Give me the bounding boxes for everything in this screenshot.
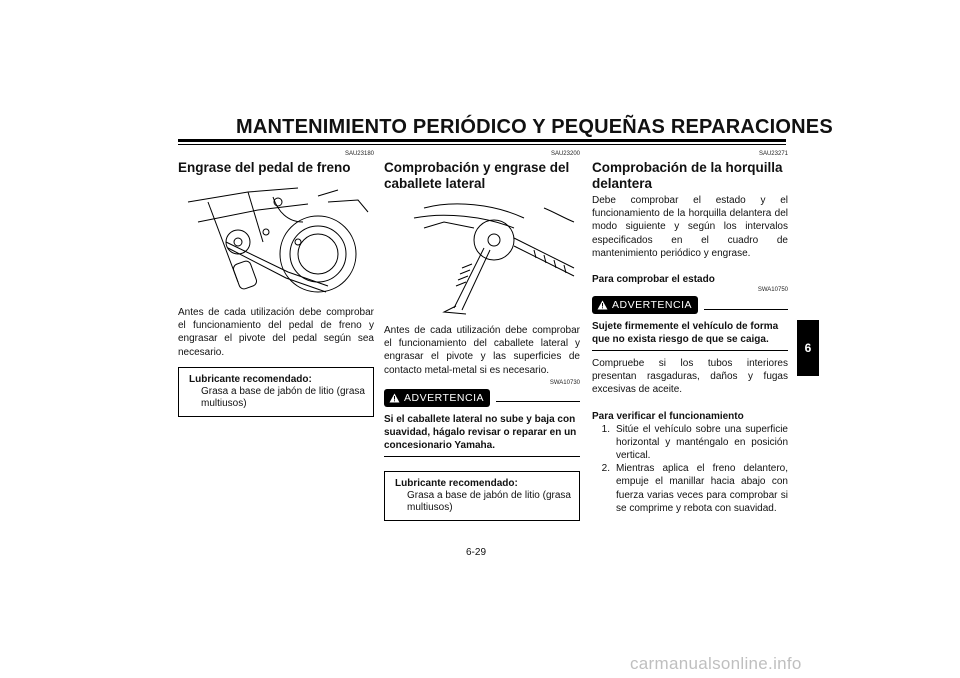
subheading-operation: Para verificar el funcionamiento: [592, 410, 744, 422]
section-heading: Comprobación de la horquilla delantera: [592, 160, 783, 191]
warning-end-rule: [592, 350, 788, 351]
warning-header: [592, 296, 788, 314]
step-number: 1.: [601, 423, 610, 435]
list-item: [592, 423, 788, 463]
warning-end-rule: [384, 456, 580, 457]
warning-text: Si el caballete lateral no sube y baja con suavidad, hágalo revisar o reparar en un concesionario Yamaha.: [384, 413, 577, 451]
page-title: MANTENIMIENTO PERIÓDICO Y PEQUEÑAS REPARACIONES: [236, 116, 833, 138]
section-ref: SAU23271: [758, 151, 788, 157]
warning-ref: SWA10730: [549, 379, 580, 386]
lubricant-box: [178, 367, 374, 417]
warning-text: Sujete firmemente el vehículo de forma que no exista riesgo de que se caiga.: [592, 321, 779, 346]
page-number: 6-29: [466, 547, 487, 558]
warning-ref: SWA10750: [757, 287, 788, 294]
brake-pedal-illustration: [178, 182, 374, 300]
warning-line: [496, 401, 580, 402]
chapter-tab: 6: [797, 320, 819, 376]
lubricant-value: Grasa a base de jabón de litio (grasa multiusos): [201, 385, 365, 409]
warning-badge: [384, 389, 490, 407]
warning-label: ADVERTENCIA: [404, 391, 484, 404]
watermark: carmanualsonline.info: [630, 654, 802, 673]
header-rule: [178, 139, 786, 142]
step-number: 2.: [601, 463, 610, 475]
warning-line: [704, 309, 788, 310]
subheading-condition: Para comprobar el estado: [592, 274, 715, 286]
lubricant-label: Lubricante recomendado:: [395, 477, 518, 489]
warning-header: [384, 389, 580, 407]
section-sidestand: [384, 150, 580, 521]
sidestand-illustration: [384, 198, 580, 318]
section-front-fork: [592, 150, 788, 515]
steps-list: [592, 423, 788, 515]
section-ref: SAU23180: [344, 151, 374, 157]
section-heading: Engrase del pedal de freno: [178, 160, 351, 175]
warning-triangle-icon: [597, 300, 608, 310]
header-rule-thin: [178, 144, 786, 145]
section-body: Antes de cada utilización debe comprobar el funcionamiento del caballete lateral y engrasar el pivote y las superficies de contacto metal-metal si es necesario.: [384, 325, 580, 376]
lubricant-box: [384, 471, 580, 521]
warning-badge: [592, 296, 698, 314]
lubricant-value: Grasa a base de jabón de litio (grasa multiusos): [407, 489, 571, 513]
section-body-2: Compruebe si los tubos interiores presentan rasgaduras, daños y fugas excesivas de aceite.: [592, 358, 788, 396]
section-body: Debe comprobar el estado y el funcionamiento de la horquilla delantera del modo siguiente y según los intervalos especificados en el cuadro de mantenimiento periódico y engrase.: [592, 195, 788, 259]
section-heading: Comprobación y engrase del caballete lateral: [384, 160, 570, 191]
step-text: Sitúe el vehículo sobre una superficie horizontal y manténgalo en posición vertical.: [616, 423, 788, 462]
warning-label: ADVERTENCIA: [612, 299, 692, 312]
lubricant-label: Lubricante recomendado:: [189, 373, 312, 385]
section-ref: SAU23200: [550, 151, 580, 157]
section-body: Antes de cada utilización debe comprobar el funcionamiento del pedal de freno y engrasar el pivote del pedal según sea necesario.: [178, 307, 374, 358]
warning-triangle-icon: [389, 393, 400, 403]
section-brake-pedal: [178, 150, 374, 417]
list-item: [592, 462, 788, 515]
step-text: Mientras aplica el freno delantero, empuje el manillar hacia abajo con fuerza varias veces para comprobar si se comprime y rebota con suavidad.: [616, 463, 788, 514]
